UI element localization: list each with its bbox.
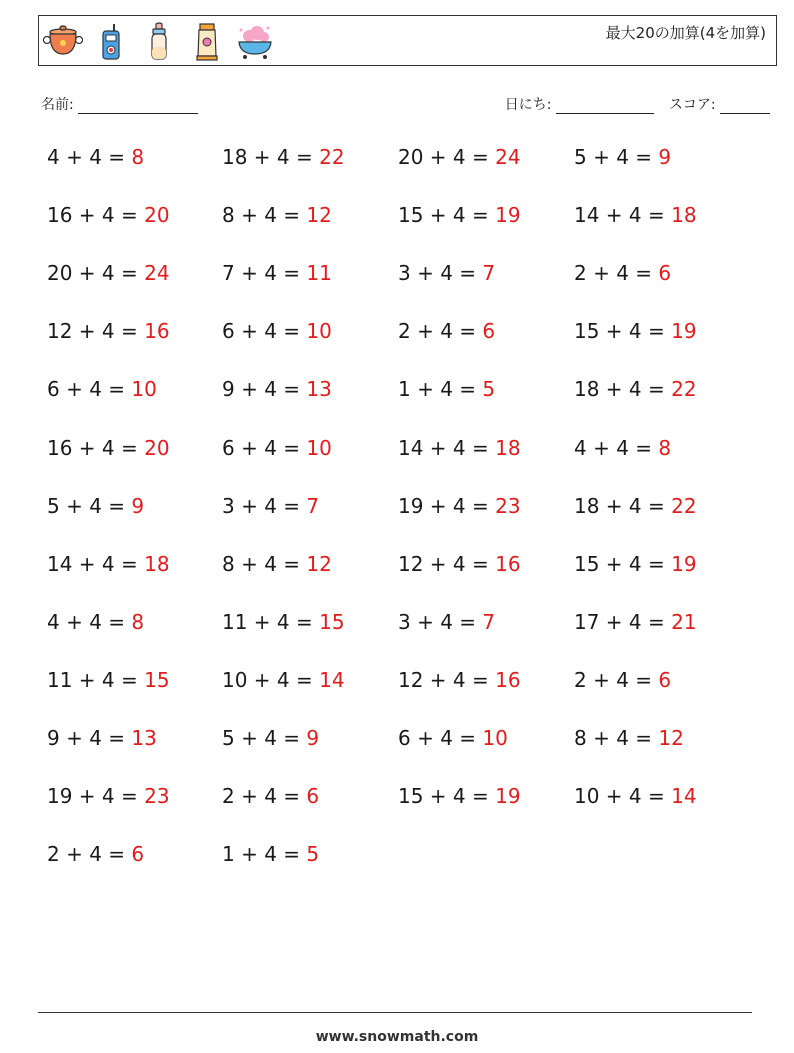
- problem-answer: 8: [131, 610, 145, 634]
- problem-question: 4 + 4 =: [574, 436, 659, 460]
- problem-cell: [47, 319, 170, 343]
- problem-answer: 19: [495, 203, 521, 227]
- problem-question: 11 + 4 =: [222, 610, 320, 634]
- problem-answer: 5: [482, 377, 496, 401]
- problem-cell: [398, 494, 521, 518]
- problem-question: 19 + 4 =: [47, 784, 145, 808]
- problem-cell: [398, 552, 521, 576]
- problem-cell: [398, 203, 521, 227]
- problem-answer: 18: [671, 203, 697, 227]
- problem-cell: [398, 377, 495, 401]
- problem-question: 6 + 4 =: [398, 726, 483, 750]
- problem-cell: [222, 203, 332, 227]
- date-score-field: [505, 94, 770, 114]
- problem-cell: [47, 436, 170, 460]
- problem-question: 2 + 4 =: [574, 261, 659, 285]
- problem-answer: 22: [671, 494, 697, 518]
- problem-question: 4 + 4 =: [47, 610, 132, 634]
- problem-answer: 20: [144, 203, 170, 227]
- bath-tub-icon: [235, 22, 275, 62]
- problem-question: 14 + 4 =: [574, 203, 672, 227]
- problem-question: 15 + 4 =: [398, 784, 496, 808]
- problem-answer: 19: [671, 552, 697, 576]
- problem-question: 15 + 4 =: [398, 203, 496, 227]
- problem-answer: 6: [482, 319, 496, 343]
- problem-cell: [398, 610, 495, 634]
- problem-question: 14 + 4 =: [398, 436, 496, 460]
- problem-answer: 18: [144, 552, 170, 576]
- problem-cell: [398, 668, 521, 692]
- problem-answer: 20: [144, 436, 170, 460]
- date-label: 日にち:: [504, 97, 552, 113]
- problem-answer: 11: [306, 261, 332, 285]
- problem-question: 20 + 4 =: [398, 145, 496, 169]
- problem-question: 15 + 4 =: [574, 319, 672, 343]
- problem-answer: 7: [482, 261, 496, 285]
- problem-cell: [222, 668, 345, 692]
- icon-strip: [43, 21, 283, 63]
- problem-cell: [398, 319, 495, 343]
- problem-answer: 16: [495, 552, 521, 576]
- problem-cell: [574, 726, 684, 750]
- sunscreen-icon: [187, 22, 227, 62]
- score-label: スコア:: [668, 97, 716, 113]
- page-title: 最大20の加算(4を加算): [605, 24, 766, 42]
- problem-cell: [47, 842, 144, 866]
- problem-answer: 8: [131, 145, 145, 169]
- problem-cell: [47, 610, 144, 634]
- problem-question: 20 + 4 =: [47, 261, 145, 285]
- problem-question: 9 + 4 =: [222, 377, 307, 401]
- walkie-talkie-icon: [91, 22, 131, 62]
- name-label: 名前:: [41, 97, 74, 113]
- problem-answer: 6: [131, 842, 145, 866]
- problem-answer: 6: [658, 261, 672, 285]
- problem-cell: [222, 726, 319, 750]
- problem-cell: [47, 668, 170, 692]
- problem-cell: [574, 552, 697, 576]
- problem-answer: 16: [144, 319, 170, 343]
- footer-site: www.snowmath.com: [315, 1029, 479, 1045]
- problem-question: 5 + 4 =: [574, 145, 659, 169]
- problem-question: 3 + 4 =: [398, 610, 483, 634]
- problem-cell: [47, 494, 144, 518]
- problem-cell: [47, 552, 170, 576]
- problem-question: 3 + 4 =: [398, 261, 483, 285]
- problem-question: 5 + 4 =: [222, 726, 307, 750]
- problem-cell: [574, 668, 671, 692]
- problem-cell: [398, 436, 521, 460]
- problem-answer: 14: [671, 784, 697, 808]
- problem-cell: [222, 261, 332, 285]
- problem-answer: 6: [306, 784, 320, 808]
- problem-answer: 10: [482, 726, 508, 750]
- problem-answer: 14: [319, 668, 345, 692]
- problem-cell: [47, 784, 170, 808]
- problem-question: 10 + 4 =: [222, 668, 320, 692]
- problem-question: 8 + 4 =: [574, 726, 659, 750]
- problem-cell: [47, 261, 170, 285]
- problem-answer: 22: [319, 145, 345, 169]
- footer-divider: [38, 1012, 752, 1013]
- problem-question: 5 + 4 =: [47, 494, 132, 518]
- score-blank[interactable]: [720, 99, 770, 114]
- problem-cell: [398, 261, 495, 285]
- problem-answer: 15: [319, 610, 345, 634]
- problem-question: 10 + 4 =: [574, 784, 672, 808]
- problem-answer: 12: [658, 726, 684, 750]
- problem-cell: [222, 319, 332, 343]
- problem-cell: [574, 261, 671, 285]
- problem-cell: [47, 203, 170, 227]
- problem-question: 18 + 4 =: [574, 377, 672, 401]
- problem-cell: [222, 552, 332, 576]
- problem-question: 8 + 4 =: [222, 203, 307, 227]
- problem-cell: [222, 145, 345, 169]
- problem-answer: 15: [144, 668, 170, 692]
- date-blank[interactable]: [556, 99, 654, 114]
- problem-cell: [222, 494, 319, 518]
- baby-bottle-icon: [139, 22, 179, 62]
- problem-question: 18 + 4 =: [222, 145, 320, 169]
- problem-question: 6 + 4 =: [47, 377, 132, 401]
- problem-answer: 24: [495, 145, 521, 169]
- problem-question: 2 + 4 =: [222, 784, 307, 808]
- problem-cell: [47, 377, 157, 401]
- problem-cell: [47, 145, 144, 169]
- problem-question: 9 + 4 =: [47, 726, 132, 750]
- problem-answer: 8: [658, 436, 672, 460]
- problem-cell: [574, 319, 697, 343]
- problem-cell: [574, 610, 697, 634]
- problem-answer: 18: [495, 436, 521, 460]
- problem-answer: 10: [131, 377, 157, 401]
- problem-answer: 12: [306, 552, 332, 576]
- problem-answer: 9: [131, 494, 145, 518]
- problem-question: 18 + 4 =: [574, 494, 672, 518]
- pot-icon: [43, 22, 83, 62]
- problem-question: 12 + 4 =: [398, 668, 496, 692]
- problem-cell: [398, 784, 521, 808]
- problem-cell: [574, 436, 671, 460]
- problem-question: 15 + 4 =: [574, 552, 672, 576]
- problem-question: 12 + 4 =: [398, 552, 496, 576]
- problem-question: 7 + 4 =: [222, 261, 307, 285]
- name-blank[interactable]: [78, 99, 198, 114]
- problem-answer: 24: [144, 261, 170, 285]
- problem-answer: 7: [306, 494, 320, 518]
- problem-cell: [47, 726, 157, 750]
- problem-answer: 16: [495, 668, 521, 692]
- problem-cell: [222, 377, 332, 401]
- problem-cell: [574, 784, 697, 808]
- problem-answer: 10: [306, 436, 332, 460]
- problem-cell: [222, 842, 319, 866]
- problem-answer: 23: [144, 784, 170, 808]
- problem-question: 12 + 4 =: [47, 319, 145, 343]
- problem-cell: [398, 145, 521, 169]
- problem-answer: 5: [306, 842, 320, 866]
- problem-answer: 12: [306, 203, 332, 227]
- problem-question: 1 + 4 =: [398, 377, 483, 401]
- problem-question: 14 + 4 =: [47, 552, 145, 576]
- problem-answer: 19: [495, 784, 521, 808]
- problem-question: 4 + 4 =: [47, 145, 132, 169]
- problem-answer: 22: [671, 377, 697, 401]
- problem-answer: 9: [306, 726, 320, 750]
- name-field: [41, 94, 198, 114]
- problem-question: 16 + 4 =: [47, 203, 145, 227]
- problem-answer: 13: [131, 726, 157, 750]
- problem-question: 6 + 4 =: [222, 319, 307, 343]
- problem-question: 19 + 4 =: [398, 494, 496, 518]
- problem-question: 3 + 4 =: [222, 494, 307, 518]
- problem-cell: [574, 377, 697, 401]
- problem-cell: [574, 203, 697, 227]
- problem-question: 6 + 4 =: [222, 436, 307, 460]
- problem-cell: [222, 610, 345, 634]
- problem-answer: 9: [658, 145, 672, 169]
- problem-answer: 19: [671, 319, 697, 343]
- problem-cell: [222, 784, 319, 808]
- problem-cell: [222, 436, 332, 460]
- problem-question: 16 + 4 =: [47, 436, 145, 460]
- problem-answer: 21: [671, 610, 697, 634]
- problem-cell: [574, 494, 697, 518]
- problem-question: 11 + 4 =: [47, 668, 145, 692]
- problem-question: 1 + 4 =: [222, 842, 307, 866]
- problem-answer: 10: [306, 319, 332, 343]
- problem-question: 2 + 4 =: [398, 319, 483, 343]
- problem-question: 2 + 4 =: [574, 668, 659, 692]
- header-box: [38, 15, 777, 66]
- problem-cell: [398, 726, 508, 750]
- problem-answer: 23: [495, 494, 521, 518]
- problem-answer: 6: [658, 668, 672, 692]
- problem-answer: 13: [306, 377, 332, 401]
- problem-question: 8 + 4 =: [222, 552, 307, 576]
- problem-answer: 7: [482, 610, 496, 634]
- problem-question: 17 + 4 =: [574, 610, 672, 634]
- problem-cell: [574, 145, 671, 169]
- problem-question: 2 + 4 =: [47, 842, 132, 866]
